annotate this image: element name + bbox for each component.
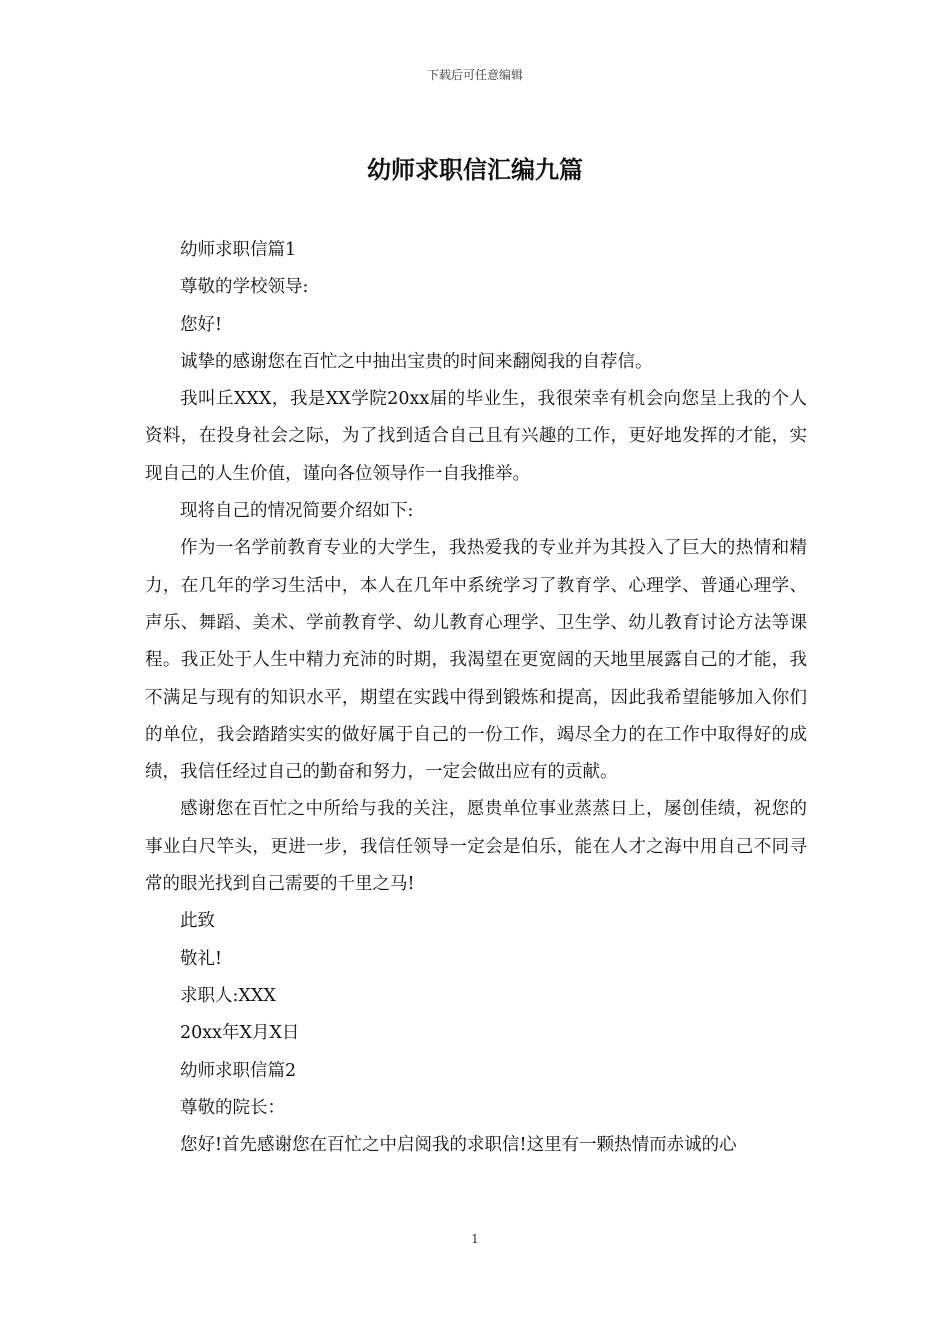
paragraph: 此致 bbox=[180, 911, 215, 932]
paragraph: 尊敬的学校领导: bbox=[180, 277, 309, 298]
paragraph: 您好! bbox=[180, 314, 223, 335]
paragraph: 20xx年X月X日 bbox=[180, 1023, 300, 1044]
paragraph: 敬礼! bbox=[180, 948, 223, 969]
paragraph: 诚挚的感谢您在百忙之中抽出宝贵的时间来翻阅我的自荐信。 bbox=[180, 351, 653, 372]
paragraph: 我叫丘XXX，我是XX学院20xx届的毕业生，我很荣幸有机会向您呈上我的个人资料，在投身社会之际，为了找到适合自己且有兴趣的工作，更好地发挥的才能，实现自己的人生价值，谨向各位领导作一自我推举。 bbox=[145, 389, 807, 484]
document-title: 幼师求职信汇编九篇 bbox=[367, 155, 583, 184]
document-body bbox=[145, 232, 807, 1164]
paragraph: 现将自己的情况简要介绍如下: bbox=[180, 501, 414, 522]
paragraph: 幼师求职信篇2 bbox=[180, 1060, 297, 1081]
paragraph: 作为一名学前教育专业的大学生，我热爱我的专业并为其投入了巨大的热情和精力，在几年的学习生活中，本人在几年中系统学习了教育学、心理学、普通心理学、声乐、舞蹈、美术、学前教育学、幼儿教育心理学、卫生学、幼儿教育讨论方法等课程。我正处于人生中精力充沛的时期，我渴望在更宽阔的天地里展露自己的才能，我不满足与现有的知识水平，期望在实践中得到锻炼和提高，因此我希望能够加入你们的单位，我会踏踏实实的做好属于自己的一份工作，竭尽全力的在工作中取得好的成绩，我信任经过自己的勤奋和努力，一定会做出应有的贡献。 bbox=[145, 538, 807, 783]
paragraph: 您好!首先感谢您在百忙之中启阅我的求职信!这里有一颗热情而赤诚的心 bbox=[180, 1135, 737, 1156]
header-note: 下载后可任意编辑 bbox=[426, 68, 523, 82]
page-number: 1 bbox=[471, 1232, 479, 1246]
paragraph: 尊敬的院长： bbox=[180, 1097, 285, 1118]
paragraph: 求职人:XXX bbox=[180, 985, 276, 1006]
paragraph: 感谢您在百忙之中所给与我的关注，愿贵单位事业蒸蒸日上，屡创佳绩，祝您的事业白尺竿头，更进一步，我信任领导一定会是伯乐，能在人才之海中用自己不同寻常的眼光找到自己需要的千里之马! bbox=[145, 799, 807, 895]
paragraph: 幼师求职信篇1 bbox=[180, 240, 297, 260]
